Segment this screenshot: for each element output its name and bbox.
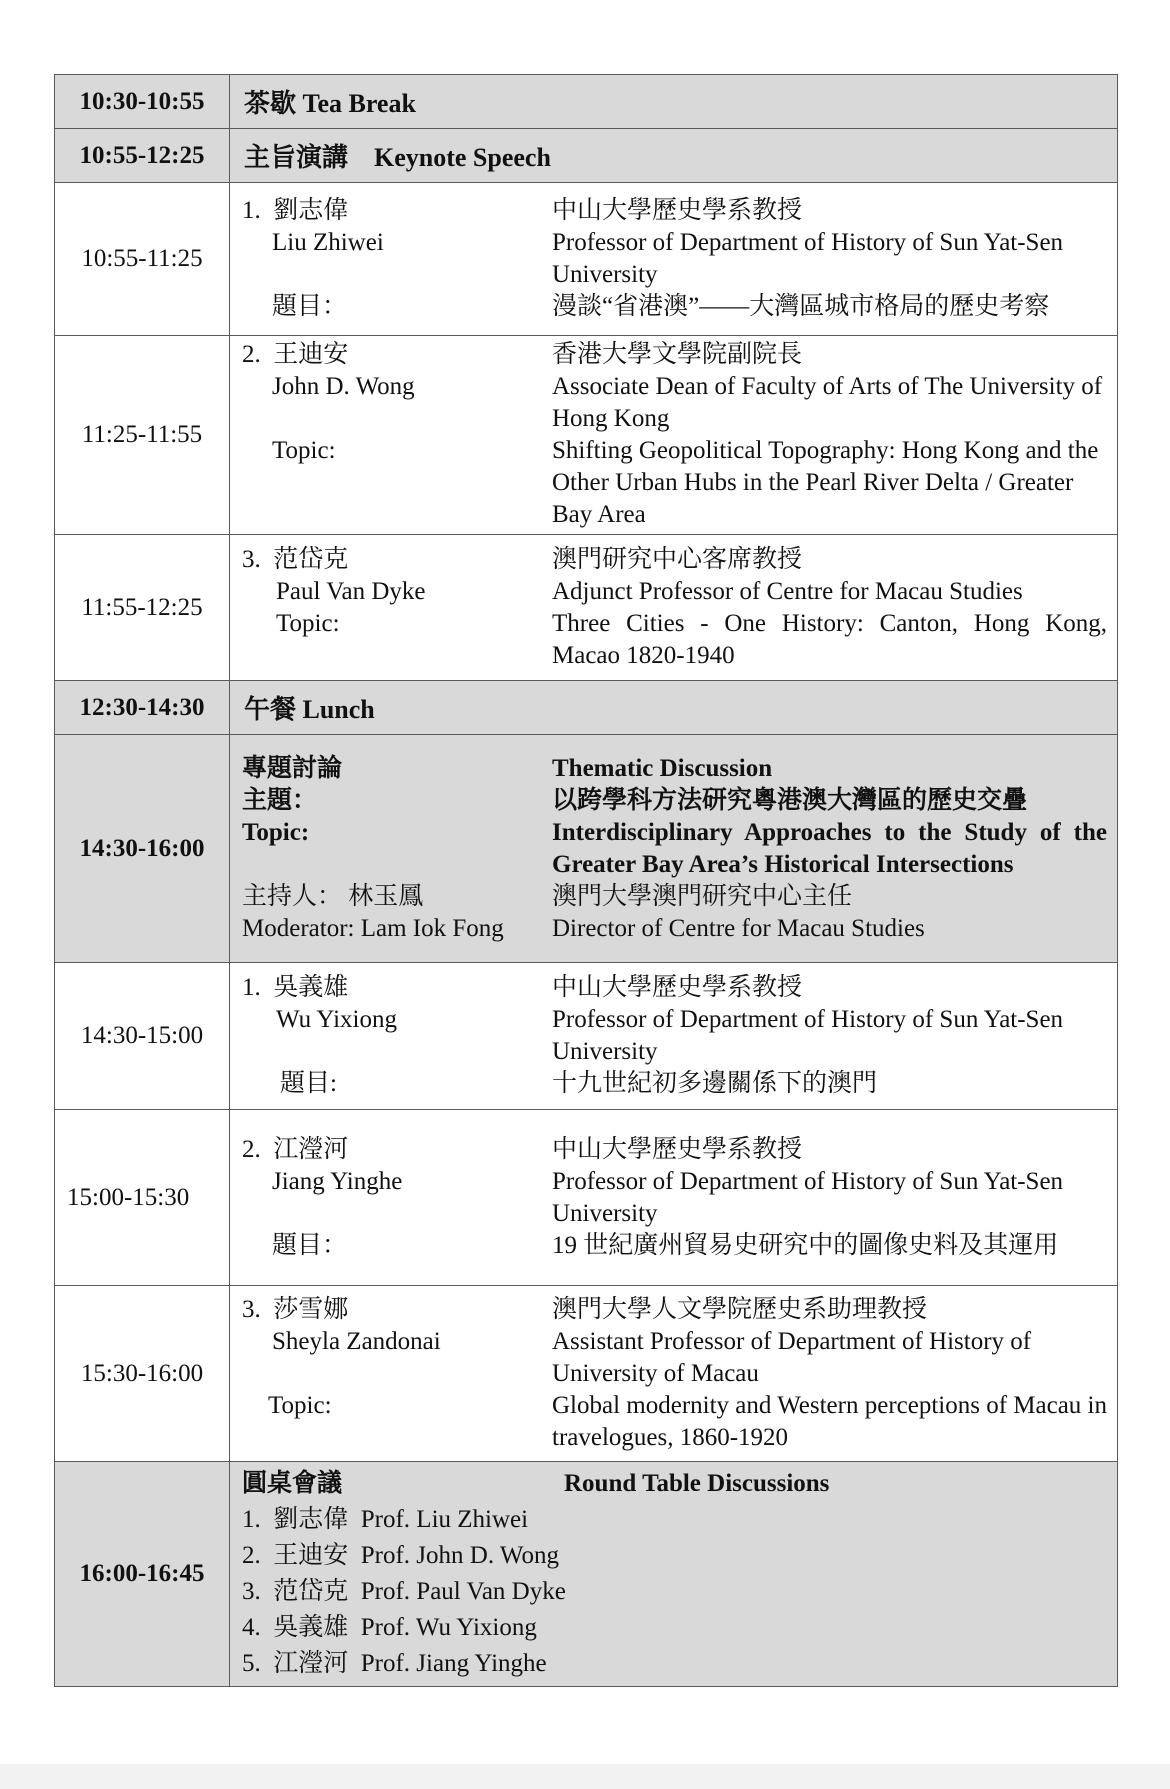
roundtable-head-zh: 圓桌會議 <box>242 1470 343 1497</box>
talk-topic: Shifting Geopolitical Topography: Hong Kong and the Other Urban Hubs in the Pearl River Delta / Greater Bay Area <box>552 437 1099 528</box>
talk-topic: 19 世紀廣州貿易史研究中的圖像史料及其運用 <box>552 1231 1059 1259</box>
page-bottom-strip <box>0 1764 1170 1789</box>
row-speaker-1 <box>55 183 1118 336</box>
time-cell: 11:25-11:55 <box>55 336 230 535</box>
time-cell: 14:30-15:00 <box>55 963 230 1110</box>
schedule-table <box>54 74 1118 1687</box>
topic-label: 題目: <box>280 1070 337 1097</box>
time-cell: 14:30-16:00 <box>55 735 230 963</box>
talk-topic: 漫談“省港澳”——大灣區城市格局的歷史考察 <box>552 293 1050 320</box>
speaker-title-en: Professor of Department of History of Sun Yat-Sen University <box>552 1167 1064 1227</box>
speaker-name-en: Jiang Yinghe <box>272 1167 403 1195</box>
time-cell: 15:00-15:30 <box>55 1110 230 1286</box>
speaker-title-zh: 澳門大學人文學院歷史系助理教授 <box>552 1295 928 1323</box>
row-tea-break <box>55 75 1118 129</box>
session-title: 主旨演講 Keynote Speech <box>230 129 1118 183</box>
speaker-name-en: John D. Wong <box>272 373 415 400</box>
panelist-item: 1. 劉志偉 Prof. Liu Zhiwei <box>242 1506 529 1533</box>
topic-en: Interdisciplinary Approaches to the Study of the Greater Bay Area’s Historical Intersections <box>552 818 1107 878</box>
row-talk-3 <box>55 1286 1118 1462</box>
speaker-title-en: Assistant Professor of Department of History of University of Macau <box>552 1327 1032 1387</box>
topic-label: Topic: <box>272 437 336 464</box>
roundtable-head-en: Round Table Discussions <box>564 1470 830 1497</box>
moderator-zh: 主持人： 林玉鳳 <box>242 882 424 910</box>
speaker-title-en: Associate Dean of Faculty of Arts of The University of Hong Kong <box>552 373 1103 432</box>
speaker-title-zh: 中山大學歷史學系教授 <box>552 1135 803 1163</box>
panelist-item: 5. 江瀅河 Prof. Jiang Yinghe <box>242 1650 547 1677</box>
talk-topic: Global modernity and Western perceptions of Macau in travelogues, 1860-1920 <box>552 1391 1108 1451</box>
topic-label: 題目： <box>272 293 348 320</box>
speaker-name-en: Liu Zhiwei <box>272 229 384 256</box>
speaker-title-zh: 中山大學歷史學系教授 <box>552 197 803 224</box>
row-talk-1 <box>55 963 1118 1110</box>
speaker-name-en: Sheyla Zandonai <box>272 1327 441 1355</box>
time-cell: 16:00-16:45 <box>55 1462 230 1687</box>
speaker-title-en: Professor of Department of History of Sun Yat-Sen University <box>552 229 1064 288</box>
time-cell: 10:55-11:25 <box>55 183 230 336</box>
topic-label: 題目： <box>272 1231 348 1259</box>
talk-topic: Three Cities - One History: Canton, Hong Kong, Macao 1820-1940 <box>552 609 1107 669</box>
speaker-name-zh: 2. 江瀅河 <box>242 1135 349 1163</box>
row-speaker-2 <box>55 336 1118 535</box>
panelist-item: 2. 王迪安 Prof. John D. Wong <box>242 1542 559 1569</box>
topic-zh: 以跨學科方法研究粵港澳大灣區的歷史交疊 <box>552 786 1028 814</box>
topic-label: Topic: <box>268 1391 332 1419</box>
panelist-item: 4. 吳義雄 Prof. Wu Yixiong <box>242 1614 537 1641</box>
time-cell: 15:30-16:00 <box>55 1286 230 1462</box>
speaker-name-en: Paul Van Dyke <box>276 577 426 605</box>
moderator-title-en: Director of Centre for Macau Studies <box>552 914 925 942</box>
speaker-title-en: Professor of Department of History of Sun Yat-Sen University <box>552 1006 1064 1065</box>
speaker-name-zh: 3. 莎雪娜 <box>242 1295 349 1323</box>
speaker-title-zh: 中山大學歷史學系教授 <box>552 974 803 1001</box>
time-cell: 10:30-10:55 <box>55 75 230 129</box>
talk-topic: 十九世紀初多邊關係下的澳門 <box>552 1070 878 1097</box>
speaker-name-zh: 1. 劉志偉 <box>242 197 349 224</box>
speaker-name-zh: 1. 吳義雄 <box>242 974 349 1001</box>
topic-label-en: Topic: <box>242 818 310 846</box>
speaker-title-en: Adjunct Professor of Centre for Macau Studies <box>552 577 1023 605</box>
session-title: 午餐 Lunch <box>230 681 1118 735</box>
session-title: 茶歇 Tea Break <box>230 75 1118 129</box>
row-roundtable <box>55 1462 1118 1687</box>
speaker-name-zh: 3. 范岱克 <box>242 545 349 573</box>
thematic-head-zh: 專題討論 <box>242 754 343 782</box>
row-keynote <box>55 129 1118 183</box>
time-cell: 11:55-12:25 <box>55 535 230 681</box>
speaker-name-zh: 2. 王迪安 <box>242 341 349 368</box>
moderator-en: Moderator: Lam Iok Fong <box>242 914 504 942</box>
speaker-title-zh: 香港大學文學院副院長 <box>552 341 803 368</box>
speaker-name-en: Wu Yixiong <box>276 1006 397 1033</box>
time-cell: 10:55-12:25 <box>55 129 230 183</box>
thematic-head-en: Thematic Discussion <box>552 754 773 782</box>
topic-label-zh: 主題： <box>242 786 318 814</box>
panelist-item: 3. 范岱克 Prof. Paul Van Dyke <box>242 1578 566 1605</box>
row-talk-2 <box>55 1110 1118 1286</box>
time-cell: 12:30-14:30 <box>55 681 230 735</box>
row-speaker-3 <box>55 535 1118 681</box>
topic-label: Topic: <box>276 609 340 637</box>
row-lunch <box>55 681 1118 735</box>
speaker-title-zh: 澳門研究中心客席教授 <box>552 545 803 573</box>
row-thematic <box>55 735 1118 963</box>
moderator-title-zh: 澳門大學澳門研究中心主任 <box>552 882 853 910</box>
